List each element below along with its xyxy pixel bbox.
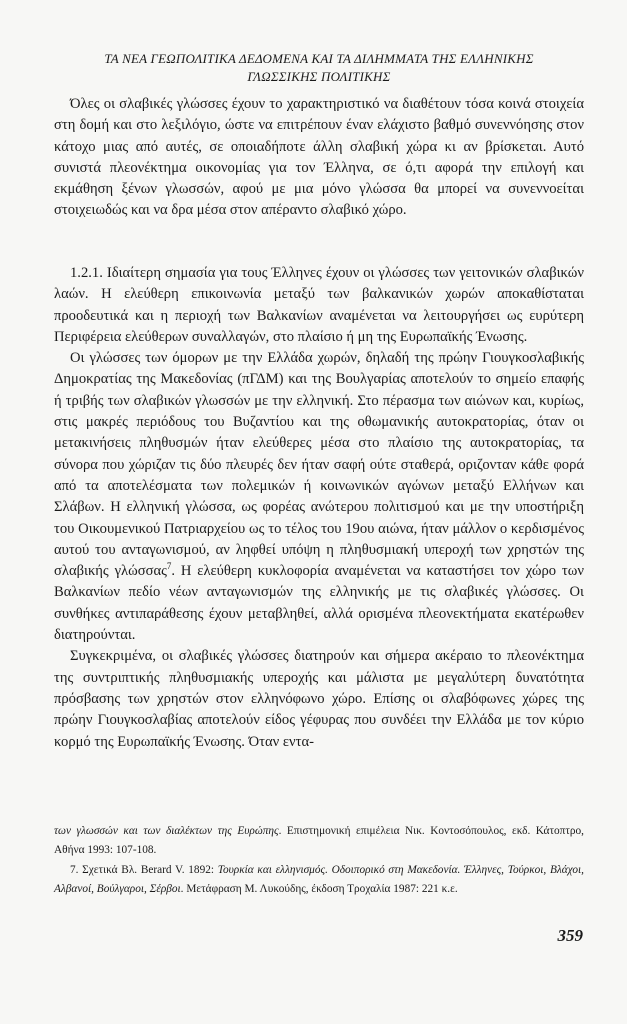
page-number: 359 xyxy=(557,926,583,945)
section-1-2-1-paragraph: 1.2.1. Ιδιαίτερη σημασία για τους Έλληνες έχουν οι γλώσσες των γειτονικών σλαβικών λαών. Η ελεύθερη επικοινωνία μεταξύ των βαλκανικών χωρών αποκαθίσταται προοδευτικά και η περιοχή των Βαλκανίων αναμένεται να λειτουργήσει ως ευρύτερη Περιφέρεια ελεύθερων συναλλαγών, στο πλαίσιο ή μη της Ευρωπαϊκής Ένωσης. xyxy=(54,265,584,345)
running-heading xyxy=(54,50,584,86)
intro-paragraph: Όλες οι σλαβικές γλώσσες έχουν το χαρακτηριστικό να διαθέτουν τόσα κοινά στοιχεία στη δομή και στο λεξιλόγιο, ώστε να επιτρέπουν έναν ελάχιστο βαθμό συνεννόησης στον κάτοχο μιας από αυτές, σε οποιαδήποτε άλλη σλαβική χώρα κι αν βρίσκεται. Αυτό συνιστά πλεονέκτημα οικονομίας για τον Έλληνα, σε ό,τι αφορά την επιλογή και εκμάθηση ξένων γλωσσών, αφού με μια μόνο γλώσσα θα μπορεί να συνεννοείται στοιχειωδώς και να δρα μέσα στον απέραντο σλαβικό χώρο. xyxy=(54,96,584,219)
footnote-7-end: . Μετάφραση Μ. Λυκούδης, έκδοση Τροχαλία 1987: 221 κ.ε. xyxy=(180,883,458,896)
footnote-continuation-rest: . Επιστημονική επιμέλεια Νικ. Κοντοσόπουλος, εκδ. Κάτοπτρο, Αθήνα 1993: 107-108. xyxy=(54,825,584,857)
footnote-7 xyxy=(54,861,584,900)
footnote-ref-7: 7 xyxy=(166,561,172,572)
heading-line-2: ΓΛΩΣΣΙΚΗΣ ΠΟΛΙΤΙΚΗΣ xyxy=(247,69,391,84)
intro-block xyxy=(54,94,584,222)
footnotes xyxy=(54,822,584,900)
footnote-7-start: 7. Σχετικά Βλ. Berard V. 1892: xyxy=(70,863,218,876)
neighbors-text-a: Οι γλώσσες των όμορων με την Ελλάδα χωρών, δηλαδή της πρώην Γιουγκοσλαβικής Δημοκρατίας της Μακεδονίας (πΓΔΜ) και της Βουλγαρίας αποτελούν το σημείο επαφής ή τριβής των σλαβικών γλωσσών με την ελληνική. Στο πέρασμα των αιώνων και, κυρίως, στις μακρές περιόδους του Βυζαντίου και της οθωμανικής αυτοκρατορίας, όταν οι μετακινήσεις πληθυσμών ήταν ελεύθερες μέσα στο πλαίσιο της αυτοκρατορίας, τα σύνορα που χώριζαν τις δύο πλευρές δεν ήταν σαφή ούτε σταθερά, οριζονταν κάθε φορά από τα αποτελέσματα των πολεμικών ή κοινωνικών αγώνων μεταξύ Ελλήνων και Σλάβων. Η ελληνική γλώσσα, ως φορέας ανώτερου πολιτισμού και με την υποστήριξη του Οικουμενικού Πατριαρχείου ως το τέλος του 19ου αιώνα, ήταν μάλλον ο κερδισμένος αυτού του ανταγωνισμού, αν ληφθεί υπόψη η πληθυσμιακή υπεροχή των χρηστών της σλαβικής γλώσσας xyxy=(54,350,584,580)
heading-line-1: ΤΑ ΝΕΑ ΓΕΩΠΟΛΙΤΙΚΑ ΔΕΔΟΜΕΝΑ ΚΑΙ ΤΑ ΔΙΛΗΜΜΑΤΑ ΤΗΣ ΕΛΛΗΝΙΚΗΣ xyxy=(104,51,534,66)
footnote-7-title: Τουρκία και ελληνισμός. Οδοιπορικό στη Μακεδονία. Έλληνες, Τούρκοι, Βλάχοι, Αλβανοί, Βούλγαροι, Σέρβοι xyxy=(54,863,585,896)
neighbors-paragraph xyxy=(54,348,584,646)
footnote-continuation-title: των γλωσσών και των διαλέκτων της Ευρώπης xyxy=(54,825,279,837)
neighbors-text-b: . Η ελεύθερη κυκλοφορία αναμένεται να καταστήσει τον χώρο των Βαλκανίων πεδίο νέων ανταγωνισμών της ελληνικής με τις σλαβικές γλώσσες. Οι συνθήκες αντιπαράθεσης έχουν μεταβληθεί, αλλά ορισμένα πλεονεκτήματα εκατέρωθεν διατηρούνται. xyxy=(54,563,584,644)
main-block xyxy=(54,263,584,753)
footnote-continuation xyxy=(54,822,584,861)
specifically-paragraph: Συγκεκριμένα, οι σλαβικές γλώσσες διατηρούν και σήμερα ακέραιο το πλεονέκτημα της συντριπτικής πληθυσμιακής υπεροχής και μάλιστα με μεγαλύτερη δυνατότητα πρόσβασης των χρηστών στον ελληνόφωνο χώρο. Επίσης οι σλαβόφωνες χώρες της πρώην Γιουγκοσλαβίας αποτελούν είδος γέφυρας που συνδέει την Ελλάδα με τον κύριο κορμό της Ευρωπαϊκής Ένωσης. Όταν εντα- xyxy=(54,648,584,750)
